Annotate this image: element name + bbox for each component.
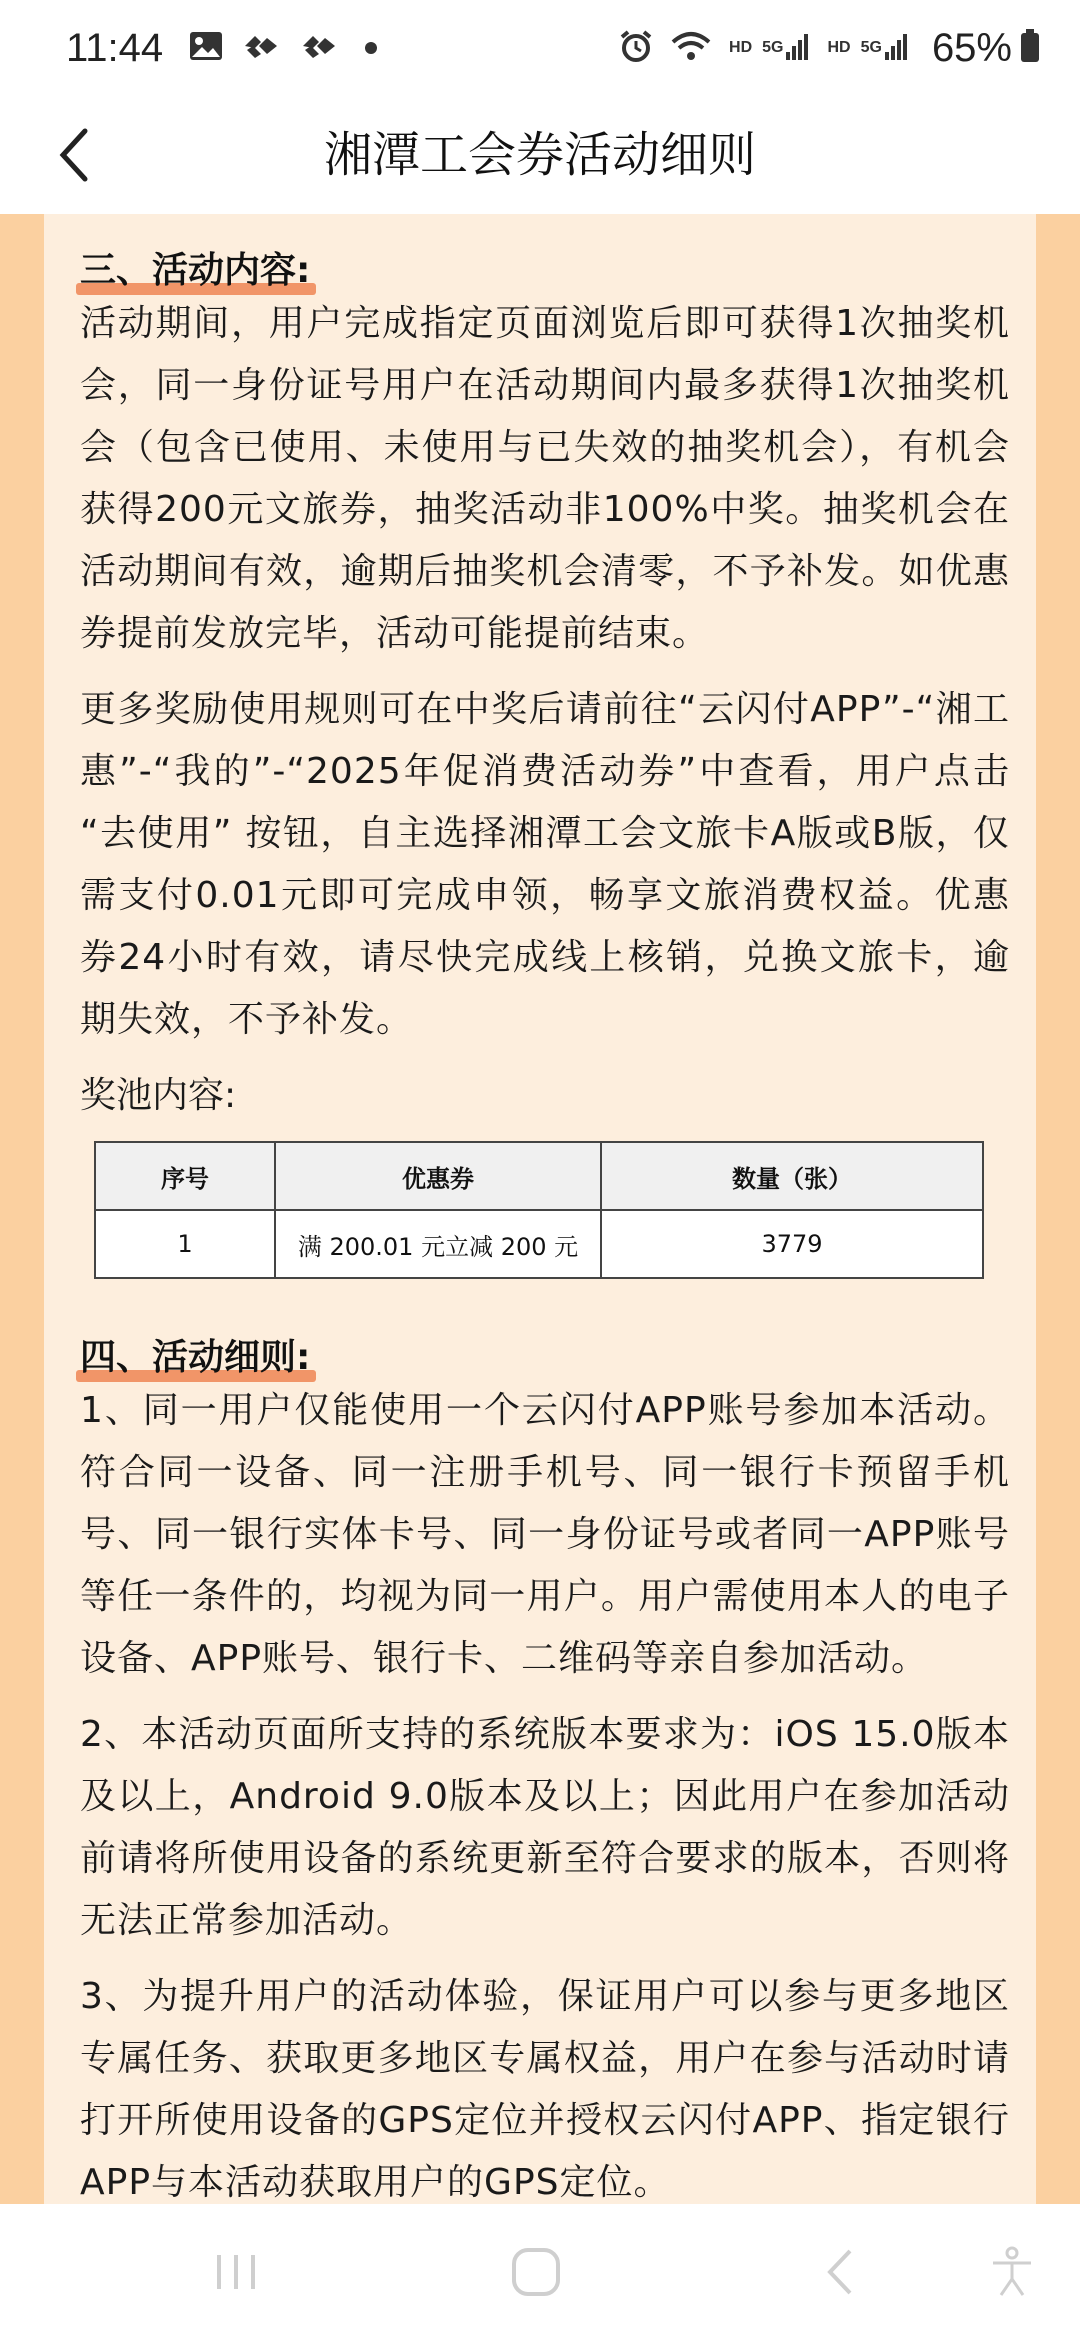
network-hd-label: HD: [729, 39, 753, 56]
battery-percent: 65%: [931, 25, 1012, 70]
battery-icon: [1020, 29, 1040, 67]
section-4-paragraph-1: 1、同一用户仅能使用一个云闪付APP账号参加本活动。符合同一设备、同一注册手机号、同一银行卡预留手机号、同一银行实体卡号、同一身份证号或者同一APP账号等任一条件的，均视为同一用户。用户需使用本人的电子设备、APP账号、银行卡、二维码等亲自参加活动。: [80, 1390, 1010, 1679]
accessibility-button[interactable]: [972, 2232, 1052, 2312]
table-header-cell: 序号: [95, 1142, 275, 1210]
signal-icon: [884, 32, 908, 64]
rules-content: [80, 214, 1010, 2204]
back-icon: [820, 2245, 860, 2299]
network-5g-label-2: 5G: [860, 39, 882, 56]
notification-dot-icon: [365, 42, 377, 54]
nav-back-button[interactable]: [800, 2232, 880, 2312]
status-left: [66, 26, 377, 71]
table-cell: 3779: [601, 1210, 983, 1278]
status-bar: [0, 0, 1080, 96]
section-3-paragraph-1: 活动期间，用户完成指定页面浏览后即可获得1次抽奖机会，同一身份证号用户在活动期间内最多获得1次抽奖机会（包含已使用、未使用与已失效的抽奖机会），有机会获得200元文旅券，抽奖活动非100%中奖。抽奖机会在活动期间有效，逾期后抽奖机会清零，不予补发。如优惠券提前发放完毕，活动可能提前结束。: [80, 303, 1010, 654]
table-cell: 满 200.01 元立减 200 元: [275, 1210, 601, 1278]
accessibility-icon: [987, 2245, 1037, 2299]
chevron-left-icon: [55, 125, 91, 185]
rules-scroll-area[interactable]: [0, 214, 1080, 2204]
status-time: 11:44: [66, 25, 164, 70]
section-3-title: 三、活动内容:: [80, 242, 310, 293]
table-header-row: [95, 1142, 983, 1210]
section-3-paragraph-2: 更多奖励使用规则可在中奖后请前往“云闪付APP”-“湘工惠”-“我的”-“2025年促消费活动券”中查看，用户点击 “去使用” 按钮，自主选择湘潭工会文旅卡A版或B版，仅需支付0.01元即可完成申领，畅享文旅消费权益。优惠券24小时有效，请尽快完成线上核销，兑换文旅卡，逾期失效，不予补发。: [80, 689, 1010, 1040]
wifi-icon: [671, 30, 711, 66]
recent-apps-button[interactable]: [196, 2232, 276, 2312]
prize-pool-label: 奖池内容:: [80, 1075, 237, 1116]
rules-card: [44, 214, 1036, 2204]
section-4-paragraph-2: 2、本活动页面所支持的系统版本要求为：iOS 15.0版本及以上，Android 9.0版本及以上；因此用户在参加活动前请将所使用设备的系统更新至符合要求的版本，否则将无法正常参加活动。: [80, 1714, 1010, 1941]
alarm-icon: [619, 29, 653, 67]
nav-header: [0, 96, 1080, 214]
link-icon: [241, 32, 281, 64]
link-icon: [299, 32, 339, 64]
section-4-title: 四、活动细则:: [80, 1329, 310, 1380]
network-5g-label: 5G: [762, 39, 784, 56]
home-icon: [509, 2245, 563, 2299]
signal-icon: [785, 32, 809, 64]
table-header-cell: 数量（张）: [601, 1142, 983, 1210]
table-header-cell: 优惠券: [275, 1142, 601, 1210]
prize-pool-table: [94, 1141, 984, 1279]
table-row: [95, 1210, 983, 1278]
home-button[interactable]: [496, 2232, 576, 2312]
status-right: [619, 26, 1040, 71]
page-title: 湘潭工会券活动细则: [323, 127, 756, 183]
network-hd-label-2: HD: [827, 39, 851, 56]
system-navigation-bar: [0, 2204, 1080, 2340]
back-button[interactable]: [38, 118, 108, 192]
section-4-paragraph-3: 3、为提升用户的活动体验，保证用户可以参与更多地区专属任务、获取更多地区专属权益，用户在参与活动时请打开所使用设备的GPS定位并授权云闪付APP、指定银行APP与本活动获取用户的GPS定位。: [80, 1976, 1010, 2203]
recent-apps-icon: [211, 2247, 261, 2297]
image-icon: [189, 31, 223, 65]
table-cell: 1: [95, 1210, 275, 1278]
